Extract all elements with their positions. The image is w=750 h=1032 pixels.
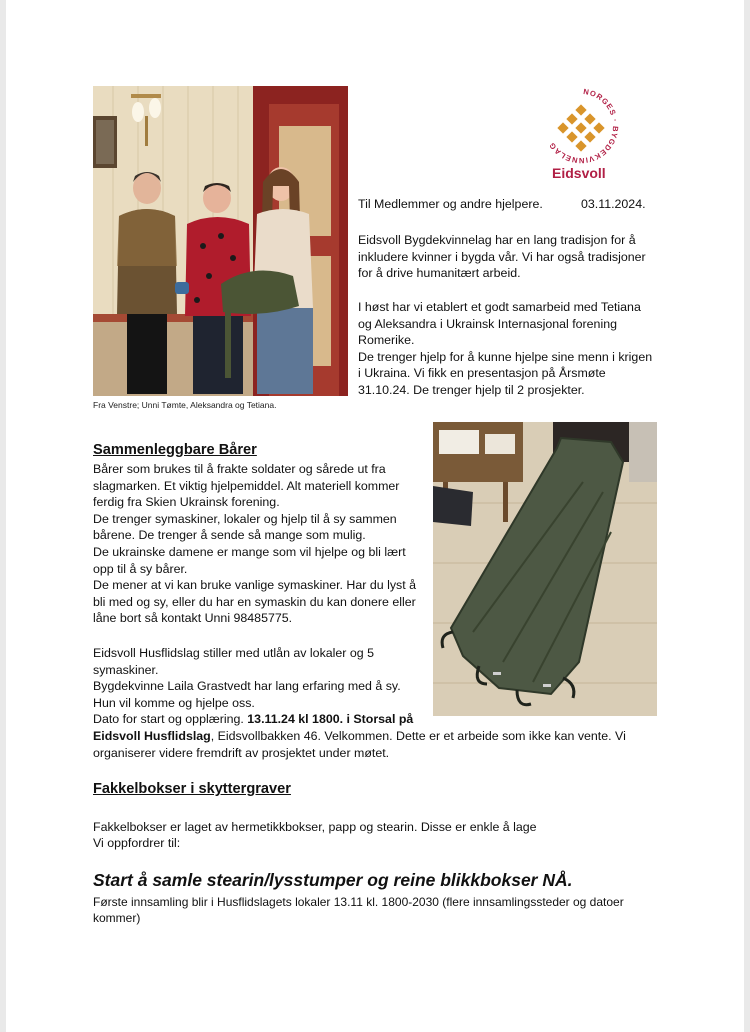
letter-paragraph-2 bbox=[358, 299, 678, 399]
text-line: De ukrainske damene er mange som vil hjelpe og bli lært bbox=[93, 544, 406, 559]
photo-caption: Fra Venstre; Unni Tømte, Aleksandra og Tetiana. bbox=[93, 400, 277, 410]
text-line: slagmarken. Et viktig hjelpemiddel. Alt materiell kommer bbox=[93, 478, 400, 493]
text-line: Bygdekvinne Laila Grastvedt har lang erfaring med å sy. bbox=[93, 679, 401, 694]
stretcher-photo bbox=[433, 422, 657, 716]
text-line: Bårer som brukes til å frakte soldater og sårede ut fra bbox=[93, 462, 386, 476]
text-line: De trenger hjelp for å kunne hjelpe sine menn i krigen bbox=[358, 349, 653, 364]
text-line: ferdig fra Skien Ukrainsk forening. bbox=[93, 495, 280, 510]
date-line bbox=[93, 711, 433, 728]
letter-greeting: Til Medlemmer og andre hjelpere. bbox=[358, 197, 543, 211]
section-heading-torch-boxes: Fakkelbokser i skyttergraver bbox=[93, 781, 291, 797]
document-page bbox=[6, 0, 744, 1032]
text-line: bårene. De trenger å sende så mange som mulig. bbox=[93, 528, 366, 543]
logo-name: Eidsvoll bbox=[552, 165, 606, 181]
text-line: 31.10.24. De trenger hjelp til 2 prosjekter. bbox=[358, 382, 585, 397]
location-line bbox=[93, 728, 693, 745]
letter-date: 03.11.2024. bbox=[581, 197, 646, 211]
text-line: inkludere kvinner i bygda vår. Vi har også tradisjoner bbox=[358, 249, 646, 264]
text-line: symaskiner. bbox=[93, 662, 159, 677]
location-bold: Eidsvoll Husflidslag bbox=[93, 729, 211, 743]
text-line: Hun vil komme og hjelpe oss. bbox=[93, 695, 255, 710]
section-stretchers-paragraph bbox=[93, 461, 433, 627]
text-line: i Ukraina. Vi fikk en presentasjon på Årsmøte bbox=[358, 366, 606, 381]
text-line: for å drive humanitært arbeid. bbox=[358, 266, 521, 281]
callout-text: Start å samle stearin/lysstumper og reine blikkbokser NÅ. bbox=[93, 870, 573, 890]
section-heading-stretchers: Sammenleggbare Bårer bbox=[93, 442, 257, 458]
torch-boxes-line-1: Fakkelbokser er laget av hermetikkbokser, papp og stearin. Disse er enkle å lage bbox=[93, 820, 537, 834]
text-line: låne bort så kontakt Unni 98485775. bbox=[93, 611, 293, 626]
group-photo bbox=[93, 86, 348, 396]
section-stretchers-paragraph-2 bbox=[93, 645, 433, 728]
text-line: I høst har vi etablert et godt samarbeid med Tetiana bbox=[358, 300, 641, 314]
text-line: opp til å sy bårer. bbox=[93, 561, 188, 576]
text-line: De mener at vi kan bruke vanlige symaskiner. Har du lyst å bbox=[93, 578, 416, 593]
text-line: bli med og sy, eller du har en symaskin du kan donere eller bbox=[93, 594, 416, 609]
date-prefix: Dato for start og opplæring. bbox=[93, 712, 248, 727]
text-line: Eidsvoll Bygdekvinnelag har en lang tradisjon for å bbox=[358, 233, 636, 247]
svg-text:NORGES · BYGDEKVINNELAG: NORGES · BYGDEKVINNELAG bbox=[546, 88, 621, 166]
date-time-bold: 13.11.24 kl 1800. i Storsal på bbox=[247, 712, 414, 727]
organize-line: organiserer videre fremdrift av prosjektet under møtet. bbox=[93, 746, 390, 760]
torch-boxes-line-2: Vi oppfordrer til: bbox=[93, 836, 181, 850]
text-line: Romerike. bbox=[358, 333, 415, 348]
text-line: De trenger symaskiner, lokaler og hjelp til å sy sammen bbox=[93, 511, 397, 526]
letter-paragraph-1 bbox=[358, 232, 678, 282]
collection-info-line-1: Første innsamling blir i Husflidslagets lokaler 13.11 kl. 1800-2030 (flere innsamlingssteder og datoer bbox=[93, 895, 624, 909]
collection-info-line-2: kommer) bbox=[93, 911, 141, 925]
location-rest: , Eidsvollbakken 46. Velkommen. Dette er et arbeide som ikke kan vente. Vi bbox=[210, 729, 626, 743]
text-line: Eidsvoll Husflidslag stiller med utlån av lokaler og 5 bbox=[93, 646, 374, 660]
text-line: og Aleksandra i Ukrainsk Internasjonal forening bbox=[358, 316, 617, 331]
